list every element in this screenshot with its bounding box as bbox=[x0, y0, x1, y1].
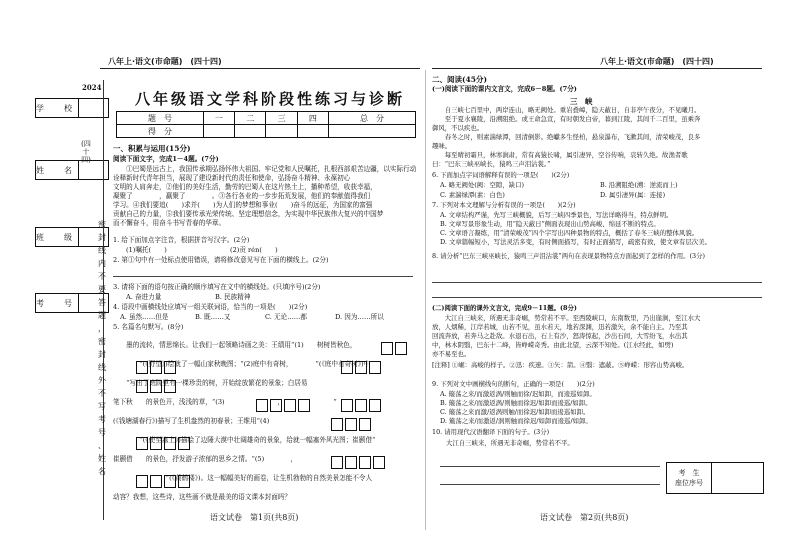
section-1-title: 一、积累与运用(15分) bbox=[113, 144, 191, 153]
question-1: 1. 给下面加点字注音，根据拼音写汉字。(2分) bbox=[113, 236, 250, 244]
answer-boxes-2[interactable] bbox=[135, 357, 177, 376]
question-10: 10. 请用现代汉语翻译下面的句子。(3分) bbox=[432, 428, 550, 436]
name-label: 姓 名 bbox=[36, 161, 79, 179]
question-2: 2. 第①句中有一处标点使用错误，请将修改意见写在下面的横线上。(2分) bbox=[113, 256, 329, 264]
q8-answer-line-1[interactable] bbox=[432, 282, 762, 283]
exam-number-label: 考 号 bbox=[36, 294, 79, 312]
score-table-header-row: 题 号 一 二 三 四 总 分 bbox=[117, 112, 416, 125]
header-rule-left bbox=[100, 68, 420, 69]
q6-option-d: D. 属引凄异(属：连接) bbox=[600, 191, 666, 199]
q7-options: A. 文章结构严谨，先写三峡概貌，后写三峡四季景色，写法详略得当，特点鲜明。 B. 文章写景形象生动，用“隐天蔽日”侧面表现出山势高峻、绵延不断的特点。 C. 文章语言凝练，用“清荣峻茂”四个字写出四种景物的特点，概括了春冬三峡的整体风貌。 D. 文章篇幅短小，写法灵活多变，有时侧面描写，有时正面描写，疏密有致，使文章有层次美。 bbox=[440, 211, 711, 246]
q1-item-1: (1)嘱托( ) bbox=[126, 246, 167, 254]
seat-number-label: 考 生 座位序号 bbox=[667, 463, 712, 493]
reading-1-passage: 自三峡七百里中，两岸连山，略无阙处。重岩叠嶂，隐天蔽日，自非亭午夜分，不见曦月。 至于夏水襄陵，沿溯阻绝。或王命急宣，有时朝发白帝，暮到江陵，其间千二百里，虽乘奔 御风，不以疾也。 春冬之时，则素湍绿潭，回清倒影。绝巘多生怪柏，悬泉瀑布，飞漱其间，清荣峻茂，良多 趣味。 每至晴初霜旦，林寒涧肃，常有高猿长啸，属引凄异，空谷传响，哀转久绝。故渔者歌 曰：“巴东三峡巫峡长，猿鸣三声泪沾裳。” bbox=[432, 106, 701, 168]
reading-1-title: 三 峡 bbox=[570, 97, 593, 106]
answer-boxes-8[interactable] bbox=[135, 433, 191, 452]
page-header-right: 八年上·语文(市命题) (四十四) bbox=[600, 57, 714, 66]
header-rule-right bbox=[432, 68, 762, 69]
answer-boxes-3[interactable] bbox=[340, 357, 382, 376]
passage-1: ①巴蜀是远古上，我国传承期弘扬怀伟大祖国、牢记党和人民嘱托，扎根西部艰苦边疆，以实际行动诠释新时代青年担当，展现了建设新时代的责任和使命，弘扬奋斗精神、永葆初心 文明的人肩奔走，②他们的美好生活，勤劳的巴蜀人在这片热土上，播种希望，收获幸福， 凝聚了 ，赢聚了 。③各行各业的一步步拓荒发展，他们的奉献值得我们 学习。④我们要追( )求并( )为人们的梦想和事业( )奋斗的远征，为国家的富强 贡献自己的力量，⑤我们要传承光荣传统、坚定理想信念，为实现中华民族伟大复兴的中国梦 而不懈奋斗，用奋斗书写青春的华章。 bbox=[113, 165, 417, 227]
q3-option-a: A. 奋进力量 bbox=[126, 293, 162, 301]
answer-boxes-10[interactable] bbox=[135, 471, 191, 490]
q10-answer-line-2[interactable] bbox=[440, 484, 660, 485]
class-label: 班 级 bbox=[36, 228, 79, 246]
q1-item-2: (2)贡 rén( ) bbox=[230, 246, 278, 254]
reading-part-2-intro: (二)阅读下面的课外文言文，完成9－11题。(8分) bbox=[432, 304, 577, 312]
q6-option-c: C. 素湍绿潭(素：白色) bbox=[440, 191, 505, 199]
question-4: 4. 语段中画横线处应填写一组关联词语，恰当的一项是( )(2分) bbox=[113, 303, 308, 311]
answer-boxes-5[interactable] bbox=[255, 395, 311, 414]
answer-boxes-9[interactable] bbox=[330, 452, 386, 471]
score-table bbox=[116, 111, 416, 138]
sidebar-year: 2024 bbox=[82, 83, 102, 92]
answer-boxes-7[interactable] bbox=[330, 414, 372, 433]
question-7: 7. 下列对本文理解与分析有误的一项是( )(2分) bbox=[432, 201, 576, 209]
q10-sentence: 大江自三峡来，所遇无非奇崛，势常若不平。 bbox=[446, 439, 574, 447]
q4-option-a: A. 虽然……但是 bbox=[120, 313, 169, 321]
q8-answer-line-2[interactable] bbox=[432, 297, 762, 298]
school-field[interactable] bbox=[35, 98, 109, 118]
reading-part-1-intro: (一)阅读下面的课内文言文，完成6－8题。(7分) bbox=[432, 85, 577, 93]
q5-passage: 墨的流转，情思绵长。让我们一起领略诗画之美：王绩用“(1) 树树皆秋色， ”(《野望》)绘就了一幅山家秋晚图；“(2)庭中有奇树， ”(《庭中有奇树》)中 “写出了庭院里有一棵珍贵的树，开始绽放繁花的景象；白居易 笔下秋 的景色开，浅浅的草，“(3) ， ” (《钱塘湖春行》)描写了生机盎然的初春景；王维用“(4) ”(《使至塞上》)描绘了边陲大漠中壮阔雄奇的景象，给就一幅塞外风光图；崔颢借“ 崔颢借 的景色，抒发游子浓郁的思乡之情。“(5) ， ”(《黄鹤楼》)。这一幅幅美好的画卷，让生机勃勃的自然美景怎能不令人 动容？我想，这些诗，这些画不就是最美的语文课本封面吗？ bbox=[113, 341, 376, 501]
q4-option-c: C. 无论……都 bbox=[265, 313, 307, 321]
seal-text: 密 封 线 内 不 要 答 题 ， 密 封 线 外 不 写 考 号 、 姓 名 bbox=[98, 220, 106, 476]
school-label: 学 校 bbox=[36, 99, 79, 117]
q9-options: A. 簸荡之来/而激返涡/则触而徐/迟如卸，而逡巡如卸。 B. 簸荡之来/而激返涡/则触而徐迟/如卸而逡巡/如卸。 C. 簸荡之来而激/返涡则触/而徐迟/如卸而逡巡如卸。 D. 簸荡之来/而激返/涡则触而徐迟/如卸而逡巡/如卸。 bbox=[440, 390, 596, 425]
q2-answer-line[interactable] bbox=[113, 276, 413, 277]
reading-2-passage: 大江自三峡来，所遇无非奇崛，势常若不平。至西陵峡口，东南数里，乃出崖涧，至江水大 放，人烟稀，江岸若城，山若不见，虽水若天，地若深渊，迅若激矢，余不能自主。乃至其 回流奔放，若奔马之赴敌。水退石出，石上有沙，怒涛惊起，沙出石间，大雪纷飞，水出其 中，林木阴翳，巴东十二峰，皆峥嵘奇秀。由此北望，云深不知处。(江水经此，如劈) 亦不易至也。 bbox=[432, 314, 701, 358]
question-5: 5. 名篇名句默写。(8分) bbox=[113, 323, 184, 331]
q6-option-b: B. 沿溯阻绝(溯：逆流而上) bbox=[600, 181, 678, 189]
section-2-title: 二、阅读(45分) bbox=[432, 75, 488, 84]
question-9: 9. 下列对文中画横线句的断句，正确的一项是( )(2分) bbox=[432, 380, 595, 388]
q4-option-d: D. 因为……所以 bbox=[335, 313, 384, 321]
name-field[interactable] bbox=[35, 160, 109, 180]
page-title: 八年级语文学科阶段性练习与诊断 bbox=[134, 90, 405, 108]
sidebar-series: (四十四) bbox=[81, 140, 91, 164]
page-footer-left: 语文试卷 第1页(共8页) bbox=[210, 513, 299, 522]
page-divider bbox=[425, 70, 426, 530]
question-3: 3. 请将下面的语句按正确的顺序填写在文中的横线处。(只填序号)(2分) bbox=[113, 283, 321, 291]
reading-2-notes: [注释] ①崛：高峻的样子。②迅：疾速。③矢：箭。④翳：遮蔽。⑤峥嵘：形容山势高峻。 bbox=[432, 361, 689, 369]
q6-option-a: A. 略无阙处(阙：空隙，缺口) bbox=[440, 181, 524, 189]
page-header-left: 八年上·语文(市命题) (四十四) bbox=[108, 57, 222, 66]
page-footer-right: 语文试卷 第2页(共8页) bbox=[540, 513, 629, 522]
q3-option-b: B. 民族精神 bbox=[215, 293, 251, 301]
q10-answer-line-1[interactable] bbox=[440, 466, 660, 467]
question-6: 6. 下面加点字词语解释有误的一项是( )(2分) bbox=[432, 171, 570, 179]
seat-number-box[interactable] bbox=[666, 462, 764, 494]
answer-boxes-4[interactable] bbox=[135, 376, 177, 395]
answer-boxes-1[interactable] bbox=[380, 338, 408, 357]
answer-boxes-6[interactable] bbox=[340, 395, 382, 414]
q4-option-b: B. 既……又 bbox=[195, 313, 231, 321]
score-table-score-row: 得 分 bbox=[117, 125, 416, 138]
question-8: 8. 请分析“巴东三峡巫峡长，猿鸣三声泪沾裳”两句在表现景物特点方面起到了怎样的作用。(3分) bbox=[432, 252, 705, 260]
section-1-intro: 阅读下面文字，完成1－4题。(7分) bbox=[113, 155, 219, 163]
